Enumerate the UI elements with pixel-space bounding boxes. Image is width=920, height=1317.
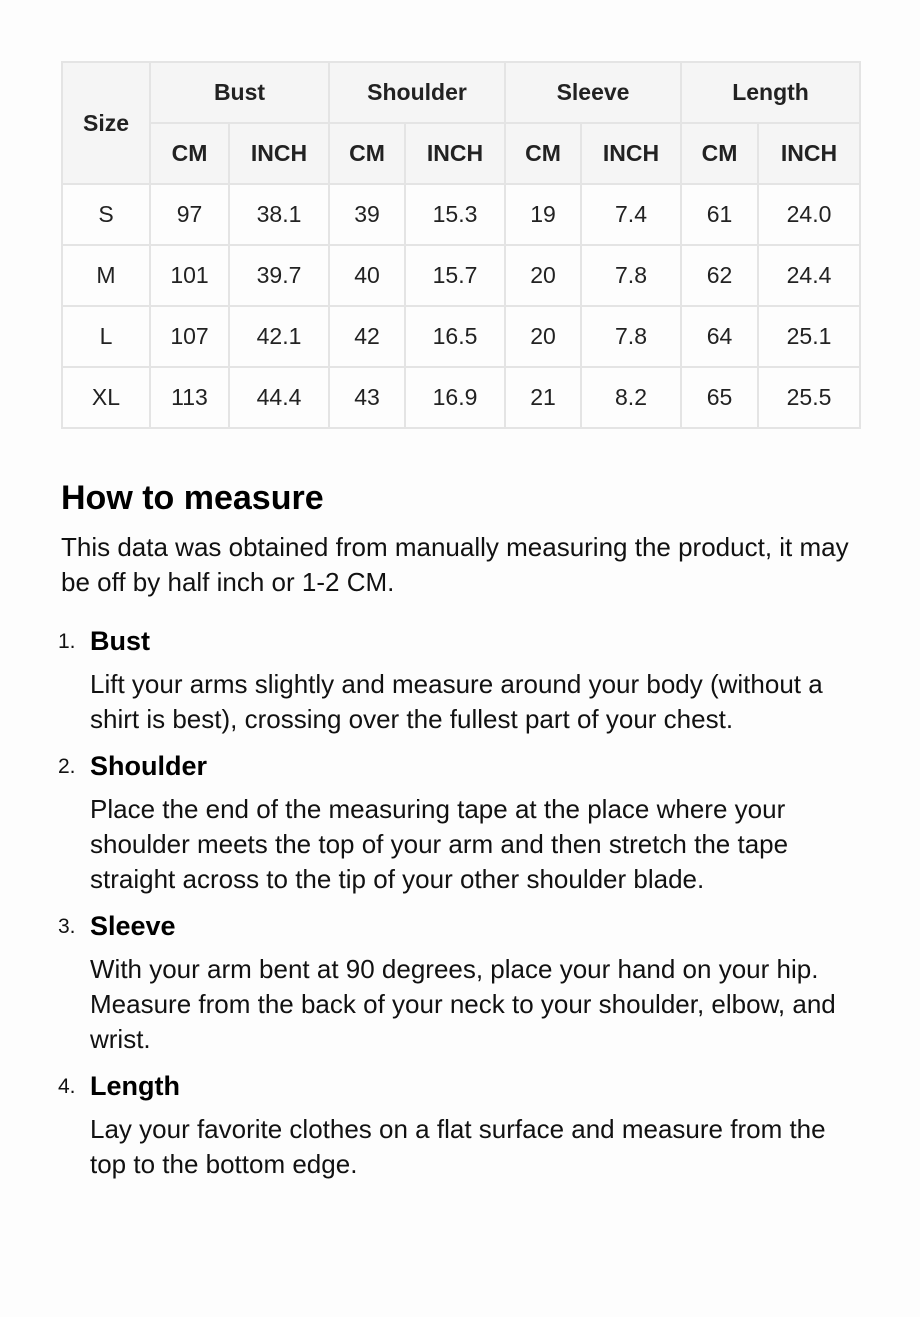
- table-cell: 8.2: [581, 367, 681, 428]
- table-header: [62, 62, 860, 184]
- table-cell: 16.5: [405, 306, 505, 367]
- list-item-length: [0, 1067, 860, 1182]
- table-cell: 15.3: [405, 184, 505, 245]
- unit-header: INCH: [229, 123, 329, 184]
- table-cell: 107: [150, 306, 229, 367]
- table-cell: 39.7: [229, 245, 329, 306]
- list-item-shoulder: [0, 747, 860, 897]
- table-cell: 20: [505, 306, 581, 367]
- step-number: 4.: [58, 1075, 76, 1098]
- unit-header: INCH: [405, 123, 505, 184]
- table-cell: 24.4: [758, 245, 860, 306]
- table-cell: 7.4: [581, 184, 681, 245]
- group-header-bust: Bust: [150, 62, 329, 123]
- table-cell: 42.1: [229, 306, 329, 367]
- table-cell: 24.0: [758, 184, 860, 245]
- table-cell: 101: [150, 245, 229, 306]
- table-cell: 20: [505, 245, 581, 306]
- table-cell: 21: [505, 367, 581, 428]
- group-header-shoulder: Shoulder: [329, 62, 505, 123]
- header-row-units: [62, 123, 860, 184]
- measurement-steps-list: [0, 622, 860, 1192]
- list-item-bust: [0, 622, 860, 737]
- unit-header: CM: [505, 123, 581, 184]
- unit-header: INCH: [581, 123, 681, 184]
- group-header-length: Length: [681, 62, 860, 123]
- step-title: Bust: [90, 626, 150, 656]
- table-cell: 7.8: [581, 245, 681, 306]
- unit-header: CM: [150, 123, 229, 184]
- step-title: Length: [90, 1071, 180, 1101]
- table-cell: 44.4: [229, 367, 329, 428]
- table-row: [62, 367, 860, 428]
- table-cell: 97: [150, 184, 229, 245]
- size-cell: S: [62, 184, 150, 245]
- table-cell: 40: [329, 245, 405, 306]
- size-cell: M: [62, 245, 150, 306]
- list-item-sleeve: [0, 907, 860, 1057]
- table-cell: 25.5: [758, 367, 860, 428]
- table-cell: 61: [681, 184, 758, 245]
- measurement-disclaimer: This data was obtained from manually measuring the product, it may be off by half inch or 1-2 CM.: [61, 532, 849, 597]
- step-number: 3.: [58, 915, 76, 938]
- table-cell: 43: [329, 367, 405, 428]
- step-title: Shoulder: [90, 751, 208, 781]
- step-number: 2.: [58, 755, 76, 778]
- unit-header: INCH: [758, 123, 860, 184]
- table-body: [62, 184, 860, 428]
- table-cell: 16.9: [405, 367, 505, 428]
- how-to-measure-heading: How to measure: [61, 479, 324, 517]
- header-row-groups: [62, 62, 860, 123]
- step-description: With your arm bent at 90 degrees, place your hand on your hip. Measure from the back of your neck to your shoulder, elbow, and wrist.: [90, 954, 836, 1054]
- size-chart-table: [61, 61, 861, 429]
- table-row: [62, 306, 860, 367]
- table-cell: 65: [681, 367, 758, 428]
- size-column-header: Size: [62, 62, 150, 184]
- size-cell: XL: [62, 367, 150, 428]
- step-description: Place the end of the measuring tape at the place where your shoulder meets the top of your arm and then stretch the tape straight across to the tip of your other shoulder blade.: [90, 794, 789, 894]
- step-description: Lift your arms slightly and measure around your body (without a shirt is best), crossing over the fullest part of your chest.: [90, 669, 823, 734]
- table-cell: 25.1: [758, 306, 860, 367]
- step-description: Lay your favorite clothes on a flat surface and measure from the top to the bottom edge.: [90, 1114, 826, 1179]
- table-cell: 64: [681, 306, 758, 367]
- group-header-sleeve: Sleeve: [505, 62, 681, 123]
- step-title: Sleeve: [90, 911, 176, 941]
- table-cell: 62: [681, 245, 758, 306]
- size-cell: L: [62, 306, 150, 367]
- table-cell: 15.7: [405, 245, 505, 306]
- unit-header: CM: [329, 123, 405, 184]
- table-cell: 38.1: [229, 184, 329, 245]
- table-cell: 42: [329, 306, 405, 367]
- table-row: [62, 245, 860, 306]
- table-cell: 39: [329, 184, 405, 245]
- step-number: 1.: [58, 630, 76, 653]
- table-row: [62, 184, 860, 245]
- table-cell: 113: [150, 367, 229, 428]
- table-cell: 19: [505, 184, 581, 245]
- table-cell: 7.8: [581, 306, 681, 367]
- unit-header: CM: [681, 123, 758, 184]
